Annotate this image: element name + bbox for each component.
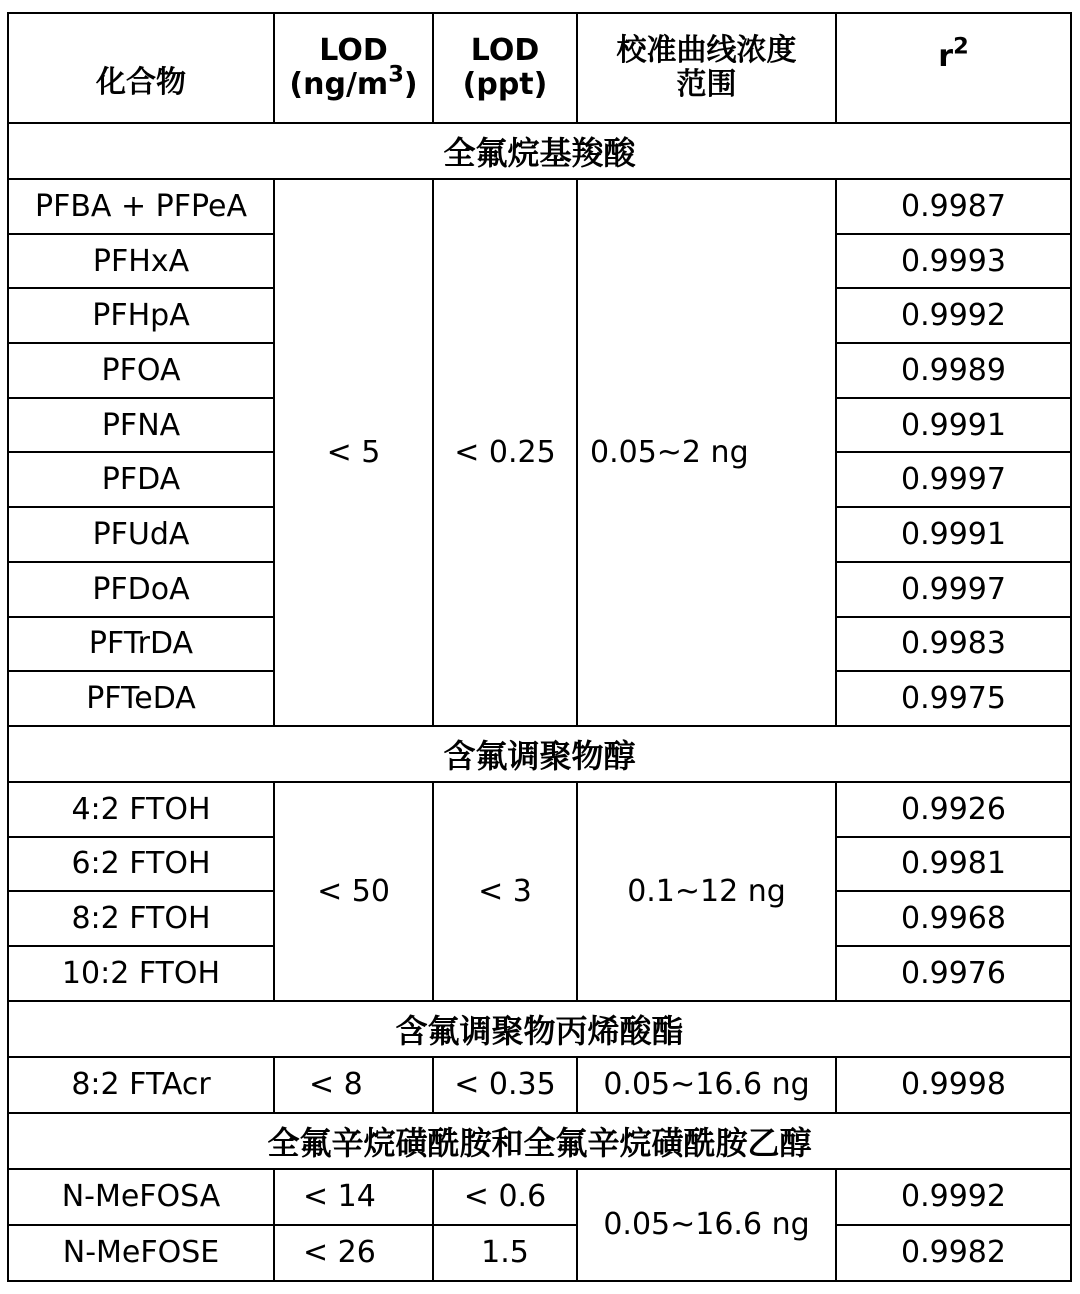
data-table-wrapper [7, 12, 1072, 1282]
section-title: 全氟烷基羧酸 [8, 123, 1071, 179]
r2-cell: 0.9968 [836, 891, 1071, 946]
compound-cell: 6:2 FTOH [8, 837, 274, 892]
r2-cell: 0.9992 [836, 288, 1071, 343]
r2-cell: 0.9981 [836, 837, 1071, 892]
compound-cell: PFDoA [8, 562, 274, 617]
r2-cell: 0.9982 [836, 1225, 1071, 1281]
range-cell: 0.05~16.6 ng [577, 1057, 836, 1113]
range-cell: 0.05~2 ng [577, 179, 836, 726]
r2-cell: 0.9983 [836, 617, 1071, 672]
compound-cell: PFBA + PFPeA [8, 179, 274, 234]
header-lod-air-unit: (ng/m [289, 67, 389, 102]
compound-cell: PFHpA [8, 288, 274, 343]
r2-cell: 0.9989 [836, 343, 1071, 398]
r2-cell: 0.9998 [836, 1057, 1071, 1113]
compound-cell: N-MeFOSA [8, 1169, 274, 1225]
range-cell: 0.1~12 ng [577, 782, 836, 1001]
header-lod-air-tail: ) [403, 67, 418, 102]
r2-cell: 0.9997 [836, 452, 1071, 507]
table-row [8, 179, 1071, 234]
lod-air-cell: < 26 [274, 1225, 433, 1281]
header-r2 [836, 13, 1071, 123]
r2-cell: 0.9987 [836, 179, 1071, 234]
lod-ppt-cell: < 0.6 [433, 1169, 577, 1225]
header-lod-ppt-line2: (ppt) [462, 67, 548, 102]
compound-cell: PFTrDA [8, 617, 274, 672]
compound-cell: PFTeDA [8, 671, 274, 726]
pfas-lod-table [7, 12, 1072, 1282]
lod-air-cell: < 8 [274, 1057, 433, 1113]
header-range-label: 校准曲线浓度范围 [616, 32, 797, 102]
section-title: 含氟调聚物丙烯酸酯 [8, 1001, 1071, 1057]
compound-cell: 4:2 FTOH [8, 782, 274, 837]
table-row [8, 1057, 1071, 1113]
compound-cell: 8:2 FTAcr [8, 1057, 274, 1113]
header-row [8, 13, 1071, 123]
section-title: 全氟辛烷磺酰胺和全氟辛烷磺酰胺乙醇 [8, 1113, 1071, 1169]
section-title-row [8, 726, 1071, 782]
header-compound-label: 化合物 [96, 64, 186, 100]
compound-cell: PFDA [8, 452, 274, 507]
header-r2-label: r [938, 38, 954, 74]
header-lod-air-line2 [275, 61, 432, 103]
r2-cell: 0.9976 [836, 946, 1071, 1001]
compound-cell: PFOA [8, 343, 274, 398]
lod-ppt-cell: < 0.35 [433, 1057, 577, 1113]
lod-air-cell: < 5 [274, 179, 433, 726]
compound-cell: N-MeFOSE [8, 1225, 274, 1281]
lod-ppt-cell: < 3 [433, 782, 577, 1001]
r2-cell: 0.9992 [836, 1169, 1071, 1225]
r2-cell: 0.9926 [836, 782, 1071, 837]
range-cell: 0.05~16.6 ng [577, 1169, 836, 1281]
header-lod-ppt [433, 13, 577, 123]
compound-cell: PFNA [8, 398, 274, 453]
lod-air-cell: < 14 [274, 1169, 433, 1225]
lod-air-cell: < 50 [274, 782, 433, 1001]
table-row [8, 782, 1071, 837]
lod-ppt-cell: 1.5 [433, 1225, 577, 1281]
compound-cell: PFUdA [8, 507, 274, 562]
compound-cell: PFHxA [8, 234, 274, 289]
header-lod-ppt-line1: LOD [470, 32, 540, 68]
header-r2-sup: 2 [953, 33, 969, 60]
lod-ppt-cell: < 0.25 [433, 179, 577, 726]
header-range [577, 13, 836, 123]
header-lod-air-sup: 3 [388, 61, 404, 88]
header-lod-air-line1: LOD [319, 32, 388, 68]
compound-cell: 10:2 FTOH [8, 946, 274, 1001]
r2-cell: 0.9975 [836, 671, 1071, 726]
r2-cell: 0.9993 [836, 234, 1071, 289]
r2-cell: 0.9991 [836, 398, 1071, 453]
section-title-row [8, 123, 1071, 179]
r2-cell: 0.9997 [836, 562, 1071, 617]
section-title-row [8, 1001, 1071, 1057]
header-lod-air [274, 13, 433, 123]
table-row [8, 1225, 1071, 1281]
section-title: 含氟调聚物醇 [8, 726, 1071, 782]
section-title-row [8, 1113, 1071, 1169]
table-row [8, 1169, 1071, 1225]
compound-cell: 8:2 FTOH [8, 891, 274, 946]
r2-cell: 0.9991 [836, 507, 1071, 562]
header-compound [8, 13, 274, 123]
